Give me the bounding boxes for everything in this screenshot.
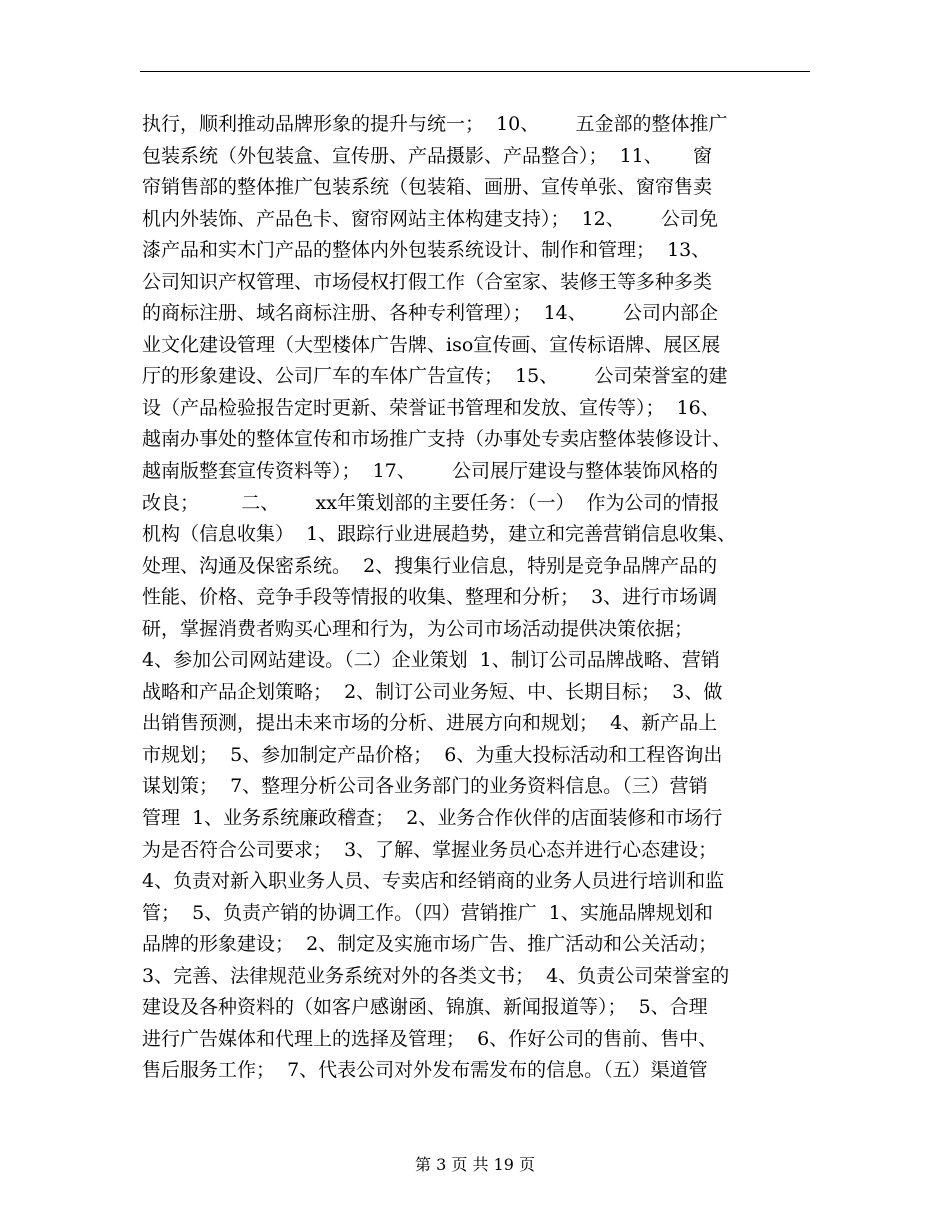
text-line: 改良； 二、 xx年策划部的主要任务：（一） 作为公司的情报 bbox=[142, 491, 720, 514]
text-line: 研，掌握消费者购买心理和行为，为公司市场活动提供决策依据； bbox=[142, 617, 694, 640]
text-line: 越南版整套宣传资料等）； 17、 公司展厅建设与整体装饰风格的 bbox=[142, 460, 718, 483]
text-line: 处理、沟通及保密系统。 2、搜集行业信息，特别是竞争品牌产品的 bbox=[142, 554, 718, 577]
text-line: 4、参加公司网站建设。（二）企业策划 1、制订公司品牌战略、营销 bbox=[142, 649, 720, 672]
text-line: 机构（信息收集） 1、跟踪行业进展趋势，建立和完善营销信息收集、 bbox=[142, 523, 737, 546]
text-line: 执行，顺利推动品牌形象的提升与统一； 10、 五金部的整体推广 bbox=[142, 113, 728, 135]
text-line: 市规划； 5、参加制定产品价格； 6、为重大投标活动和工程咨询出 bbox=[142, 743, 723, 766]
text-line: 为是否符合公司要求； 3、了解、掌握业务员心态并进行心态建设； bbox=[142, 838, 718, 861]
page-number: 第 3 页 共 19 页 bbox=[415, 1155, 535, 1174]
text-line: 谋划策； 7、整理分析公司各业务部门的业务资料信息。（三）营销 bbox=[142, 775, 708, 798]
body-text bbox=[142, 109, 814, 1087]
text-line: 4、负责对新入职业务人员、专卖店和经销商的业务人员进行培训和监 bbox=[142, 870, 725, 893]
text-line: 机内外装饰、产品色卡、窗帘网站主体构建支持）； 12、 公司免 bbox=[142, 207, 718, 230]
text-line: 帘销售部的整体推广包装系统（包装箱、画册、宣传单张、窗帘售卖 bbox=[142, 176, 713, 199]
text-line: 业文化建设管理（大型楼体广告牌、iso宣传画、宣传标语牌、展区展 bbox=[142, 333, 721, 356]
text-line: 出销售预测，提出未来市场的分析、进展方向和规划； 4、新产品上 bbox=[142, 712, 718, 735]
text-line: 性能、价格、竞争手段等情报的收集、整理和分析； 3、进行市场调 bbox=[142, 586, 718, 609]
text-line: 管； 5、负责产销的协调工作。（四）营销推广 1、实施品牌规划和 bbox=[142, 901, 713, 924]
text-line: 进行广告媒体和代理上的选择及管理； 6、作好公司的售前、售中、 bbox=[142, 1027, 718, 1050]
text-line: 公司知识产权管理、市场侵权打假工作（合室家、装修王等多种多类 bbox=[142, 270, 713, 293]
text-line: 战略和产品企划策略； 2、制订公司业务短、中、长期目标； 3、做 bbox=[142, 680, 723, 703]
text-line: 管理 1、业务系统廉政稽查； 2、业务合作伙伴的店面装修和市场行 bbox=[142, 807, 723, 830]
text-line: 售后服务工作； 7、代表公司对外发布需发布的信息。（五）渠道管 bbox=[142, 1059, 708, 1082]
text-line: 3、完善、法律规范业务系统对外的各类文书； 4、负责公司荣誉室的 bbox=[142, 964, 730, 987]
text-line: 品牌的形象建设； 2、制定及实施市场广告、推广活动和公关活动； bbox=[142, 933, 718, 956]
text-line: 漆产品和实木门产品的整体内外包装系统设计、制作和管理； 13、 bbox=[142, 239, 711, 262]
text-line: 越南办事处的整体宣传和市场推广支持（办事处专卖店整体装修设计、 bbox=[142, 428, 732, 451]
text-line: 厅的形象建设、公司厂车的车体广告宣传； 15、 公司荣誉室的建 bbox=[142, 365, 728, 388]
header-rule bbox=[140, 71, 810, 72]
text-line: 的商标注册、域名商标注册、各种专利管理）； 14、 公司内部企 bbox=[142, 302, 718, 325]
text-line: 建设及各种资料的（如客户感谢函、锦旗、新闻报道等）； 5、合理 bbox=[142, 996, 708, 1019]
text-line: 设（产品检验报告定时更新、荣誉证书管理和发放、宣传等）； 16、 bbox=[142, 396, 720, 419]
text-line: 包装系统（外包装盒、宣传册、产品摄影、产品整合）； 11、 窗 bbox=[142, 144, 712, 167]
